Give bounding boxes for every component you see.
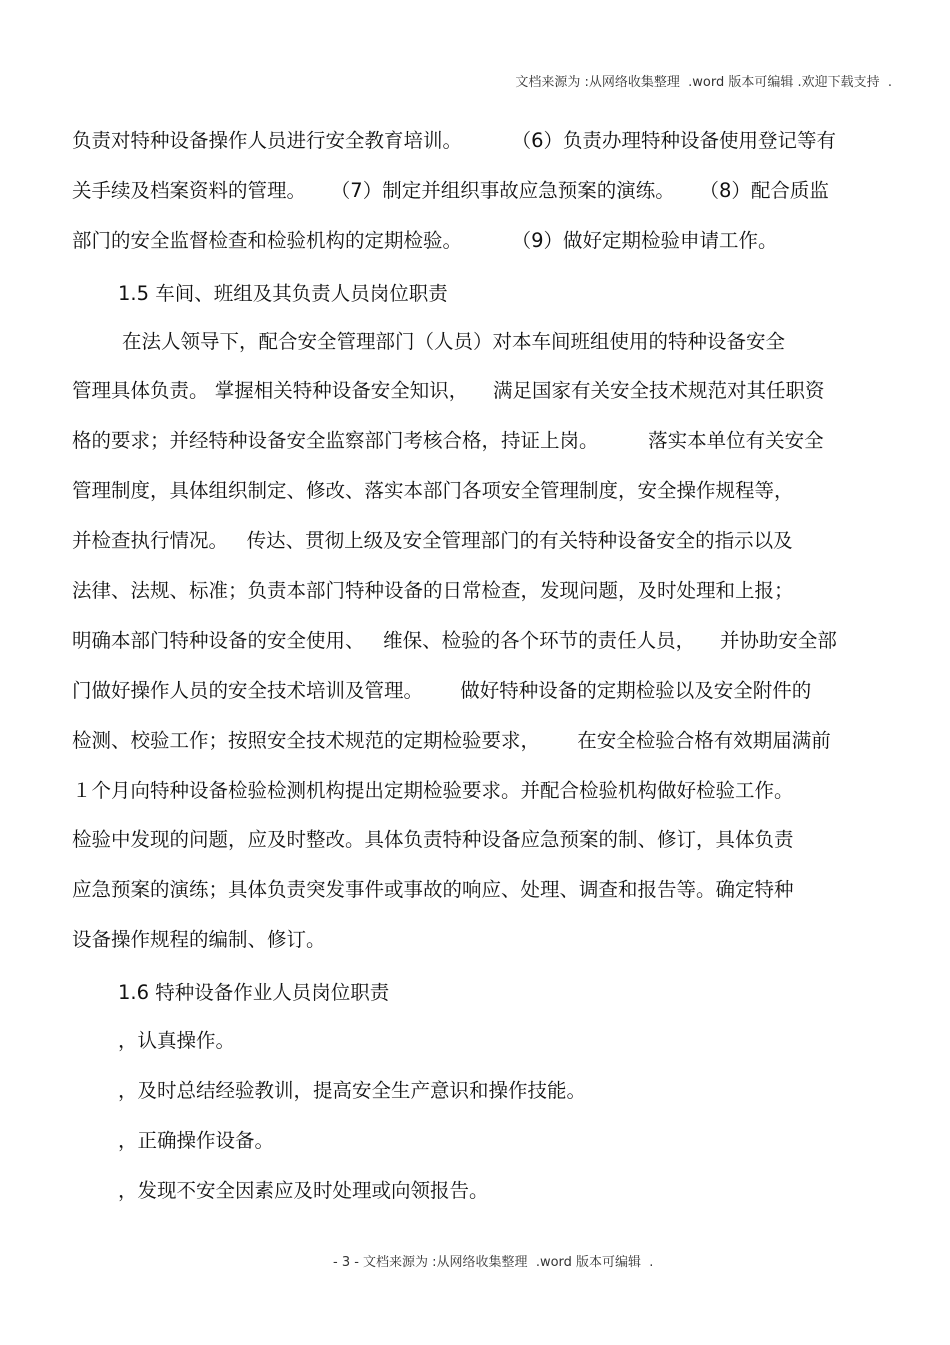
body-line: 管理具体负责。 掌握相关特种设备安全知识， 满足国家有关安全技术规范对其任职资 bbox=[72, 379, 825, 402]
body-line: １个月向特种设备检验检测机构提出定期检验要求。并配合检验机构做好检验工作。 bbox=[72, 779, 794, 802]
body-line: 设备操作规程的编制、修订。 bbox=[72, 928, 326, 951]
body-line: 格的要求；并经特种设备安全监察部门考核合格，持证上岗。 落实本单位有关安全 bbox=[72, 429, 824, 452]
body-line: 门做好操作人员的安全技术培训及管理。 做好特种设备的定期检验以及安全附件的 bbox=[72, 679, 812, 702]
list-item: ，发现不安全因素应及时处理或向领报告。 bbox=[118, 1179, 489, 1202]
body-line: 并检查执行情况。 传达、贯彻上级及安全管理部门的有关特种设备安全的指示以及 bbox=[72, 529, 793, 552]
body-line: 管理制度，具体组织制定、修改、落实本部门各项安全管理制度，安全操作规程等， bbox=[72, 479, 794, 502]
body-line: 明确本部门特种设备的安全使用、 维保、检验的各个环节的责任人员， 并协助安全部 bbox=[72, 629, 837, 652]
body-line: 部门的安全监督检查和检验机构的定期检验。 （9）做好定期检验申请工作。 bbox=[72, 229, 778, 252]
body-line: 应急预案的演练；具体负责突发事件或事故的响应、处理、调查和报告等。确定特种 bbox=[72, 878, 794, 901]
list-item: ，正确操作设备。 bbox=[118, 1129, 275, 1152]
section-heading: 1.5 车间、班组及其负责人员岗位职责 bbox=[118, 282, 448, 305]
list-item: ，及时总结经验教训，提高安全生产意识和操作技能。 bbox=[118, 1079, 587, 1102]
body-line: 检验中发现的问题，应及时整改。具体负责特种设备应急预案的制、修订，具体负责 bbox=[72, 828, 794, 851]
page-footer: - 3 - 文档来源为 :从网络收集整理 .word 版本可编辑 . bbox=[333, 1255, 654, 1270]
page-header: 文档来源为 :从网络收集整理 .word 版本可编辑 .欢迎下载支持 . bbox=[515, 75, 892, 90]
body-line: 检测、校验工作；按照安全技术规范的定期检验要求， 在安全检验合格有效期届满前 bbox=[72, 729, 831, 752]
list-item: ，认真操作。 bbox=[118, 1029, 236, 1052]
section-heading: 1.6 特种设备作业人员岗位职责 bbox=[118, 981, 390, 1004]
body-line: 法律、法规、标准；负责本部门特种设备的日常检查，发现问题，及时处理和上报； bbox=[72, 579, 794, 602]
body-line: 负责对特种设备操作人员进行安全教育培训。 （6）负责办理特种设备使用登记等有 bbox=[72, 129, 836, 152]
body-line: 关手续及档案资料的管理。 （7）制定并组织事故应急预案的演练。 （8）配合质监 bbox=[72, 179, 829, 202]
body-line: 在法人领导下，配合安全管理部门（人员）对本车间班组使用的特种设备安全 bbox=[122, 330, 786, 353]
